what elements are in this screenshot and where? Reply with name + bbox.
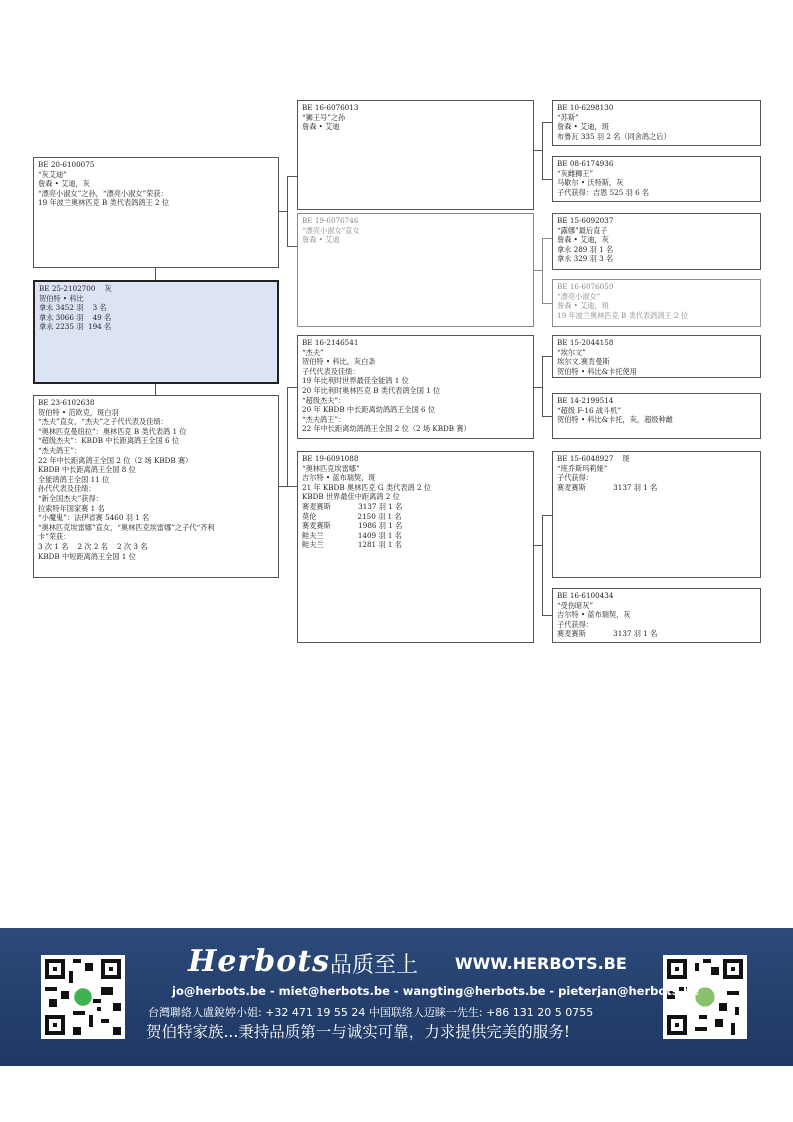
sd-dam-box: BE 16-6076059 “漂亮小淑女” 詹森 • 艾迪，斑 19 年波兰奥林匹克 B 类代表鸽鸽王 2 位 [552,279,761,327]
connector [542,238,543,303]
connector [533,150,542,151]
connector [542,515,543,615]
sd-sire-box: BE 15-6092037 “露娜”最后直子 詹森 • 艾迪，灰 拿永 289 羽 1 名 拿永 329 羽 3 名 [552,213,761,270]
connector [533,545,542,546]
dam-box: BE 23-6102638 贺伯特 • 范欧克，斑白羽 “杰夫”直女，“杰夫”之子代代表及佳绩： “奥林匹克曼纽拉”：奥林匹克 B 类代表鸽 1 位 “超级杰夫”：KBDB 中长距离鸽王全国 6 位 “杰夫鸽王”： 22 年中长距离鸽王全国 2 位（2 场 KBDB 赛） KBDB 中长距离鸽王全国 8 位 全能鸽鸽王全国 11 位 孙代代表及佳绩： “新全国杰夫”获得： 拉索特年国家赛 1 名 “小魔鬼”：法伊省赛 5460 羽 1 名 “奥林匹克埃雷娜”直女，“奥林匹克埃雷娜”之子代“齐利 卡”荣获： 3 次 1 名 2 次 2 名 2 次 3 名 KBDB 中短距离鸽王全国 1 位 [33,395,279,578]
connector [287,246,297,247]
connector [542,356,552,357]
connector [155,267,156,281]
connector [542,515,552,516]
connector [542,416,552,417]
dam-dam-box: BE 19-6091088 “奥林匹克埃雷娜” 吉尔特 • 蓝布瑞契，斑 21 年 KBDB 奥林匹克 G 类代表鸽 2 位 KBDB 世界最佳中距离鸽 2 位 赛麦赛斯 3137 羽 1 名 莫伦 2150 羽 1 名 赛麦赛斯 1986 羽 1 名 鲑夫兰 1409 羽 1 名 鲑夫兰 1281 羽 1 名 [297,451,534,643]
contact-phones: 台灣聯絡人盧銳婷小姐: +32 471 19 55 24 中国联络人迈睐一先生: +86 131 20 5 0755 [148,1006,594,1019]
connector [542,122,543,179]
dd-sire-box: BE 15-6048927 斑 “班乔斯玛莉娅” 子代获得： 赛麦赛斯 3137 羽 1 名 [552,451,761,578]
herbots-logo: Herbots [188,944,330,979]
connector [542,179,552,180]
connector [287,176,288,246]
ss-sire-box: BE 10-6298130 “苏斯” 詹森 • 艾迪，斑 布鲁瓦 335 羽 2 名（同舍鸽之后） [552,100,761,146]
dd-dam-box: BE 16-6100434 “受伤暗灰” 吉尔特 • 蓝布瑞契，灰 子代获得： 赛麦赛斯 3137 羽 1 名 [552,588,761,643]
connector [287,387,297,388]
contact-emails[interactable]: jo@herbots.be - miet@herbots.be - wangting@herbots.be - pieterjan@herbots.be [172,984,700,998]
connector [287,486,297,487]
footer-banner [0,928,793,1066]
sire-box: BE 20-6100075 “灰艾迪” 詹森 • 艾迪，灰 “漂亮小淑女”之孙，“漂亮小淑女”荣获： 19 年波兰奥林匹克 B 类代表鸽鸽王 2 位 [33,157,279,268]
tagline: 贺伯特家族...秉持品质第一与诚实可靠，力求提供完美的服务! [146,1023,571,1041]
connector [542,303,552,304]
connector [278,486,287,487]
connector [278,211,287,212]
sire-dam-box: BE 19-6076746 “漂亮小淑女”直女 詹森 • 艾迪 [297,213,534,327]
connector [533,270,542,271]
ds-dam-box: BE 14-2199514 “超级 F-16 战斗机” 贺伯特 • 科比&卡托，灰，超级种雌 [552,393,761,439]
sire-sire-box: BE 16-6076013 “狮王号”之孙 詹森 • 艾迪 [297,100,534,210]
ss-dam-box: BE 08-6174936 “灰雌狮王” 马歇尔 • 沃特斯，灰 子代获得：吉恩 525 羽 6 名 [552,156,761,202]
connector [542,238,552,239]
qr-code-left-icon [41,955,125,1039]
slogan: 品质至上 [330,953,419,978]
ds-sire-box: BE 15-2044158 “埃尔文” 埃尔文.赛肯曼斯 贺伯特 • 科比&卡托使用 [552,335,761,378]
website-link[interactable]: WWW.HERBOTS.BE [455,954,627,973]
subject-box: BE 25-2102700 灰 贺伯特 • 科比 拿永 3452 羽 3 名 拿永 3066 羽 49 名 拿永 2235 羽 194 名 [33,280,279,384]
dam-sire-box: BE 16-2146541 “杰夫” 贺伯特 • 科比，灰白条 子代代表及佳绩： 19 年比利时世界最佳全能鸽 1 位 20 年比利时奥林匹克 B 类代表鸽全国 1 位 “超级杰夫”： 20 年 KBDB 中长距离幼鸽鸽王全国 6 位 “杰夫鸽王”： 22 年中长距离幼鸽鸽王全国 2 位（2 场 KBDB 赛） [297,335,534,439]
connector [533,387,542,388]
connector [287,387,288,486]
connector [542,356,543,416]
connector [287,176,297,177]
connector [542,122,552,123]
connector [542,615,552,616]
